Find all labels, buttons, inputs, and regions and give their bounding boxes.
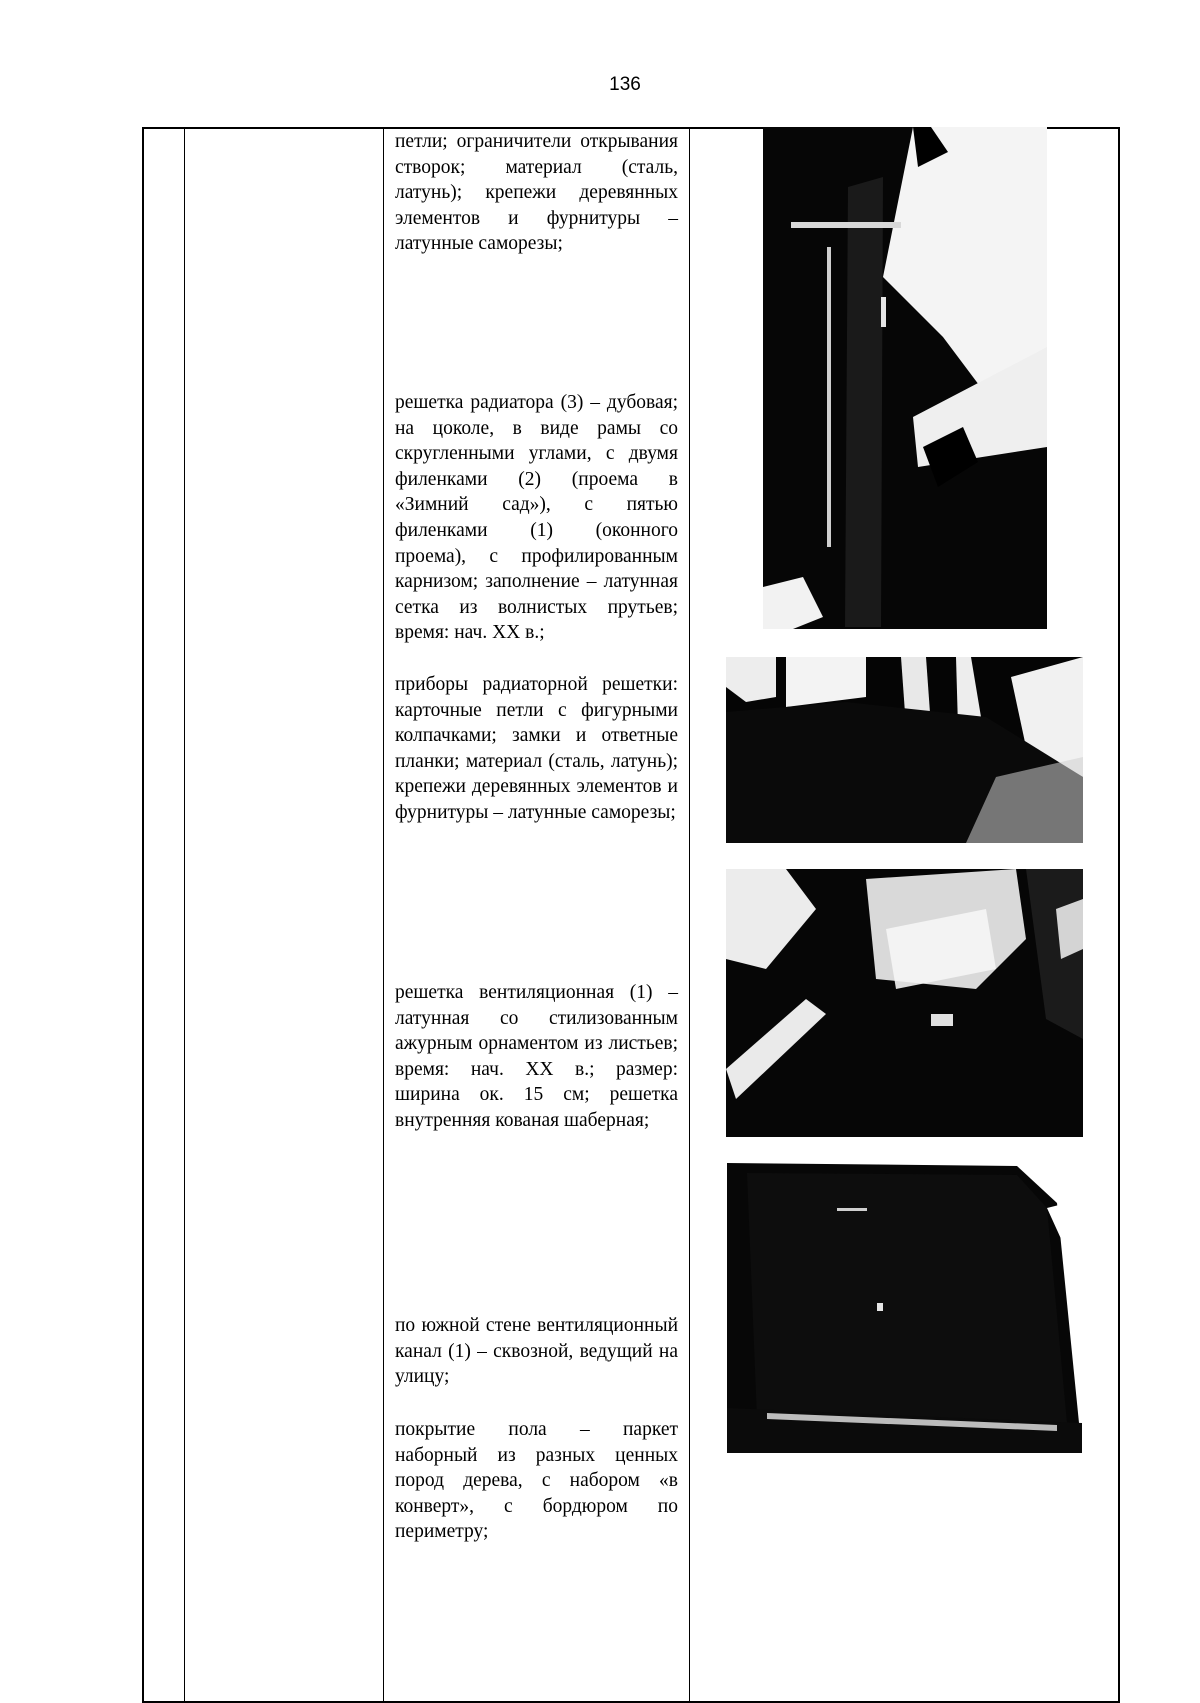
description-block-radiator-fittings [395, 672, 678, 826]
table-column-divider-2 [383, 127, 384, 1703]
photograph-ventilation-grille-icon [726, 869, 1083, 1137]
description-block-ventilation-grille [395, 980, 678, 1134]
description-block-floor-covering [395, 1417, 678, 1545]
description-block-ventilation-channel [395, 1313, 678, 1390]
photograph-window-frame-icon [763, 127, 1047, 629]
description-text: покрытие пола – паркет наборный из разных ценных пород дерева, с набором «в конверт», с бордюром по периметру; [395, 1419, 678, 1543]
description-text: решетка радиатора (3) – дубовая; на цоколе, в виде рамы со скругленными углами, с двумя филенками (2) (проема в «Зимний сад»), с пятью филенками (1) (оконного проема), с профилированным карнизом; заполнение – латунная сетка из волнистых прутьев; время: нач. XX в.; [395, 392, 678, 644]
description-text: решетка вентиляционная (1) – латунная со стилизованным ажурным орнаментом из листьев; время: нач. XX в.; размер: ширина ок. 15 см; решетка внутренняя кованая шаберная; [395, 982, 678, 1131]
table-column-divider-1 [184, 127, 185, 1703]
table-column-divider-3 [689, 127, 690, 1703]
description-block-window-fittings [395, 129, 678, 257]
description-text: приборы радиаторной решетки: карточные петли с фигурными колпачками; замки и ответные планки; материал (сталь, латунь); крепежи деревянных элементов и фурнитуры – латунные саморезы; [395, 674, 678, 823]
photograph-parquet-floor-icon [727, 1163, 1082, 1453]
description-block-radiator-grille [395, 390, 678, 646]
description-text: по южной стене вентиляционный канал (1) – сквозной, ведущий на улицу; [395, 1315, 678, 1388]
description-text: петли; ограничители открывания створок; материал (сталь, латунь); крепежи деревянных элементов и фурнитуры – латунные саморезы; [395, 131, 678, 255]
page-number: 136 [609, 74, 641, 95]
photograph-radiator-grille-icon [726, 657, 1083, 843]
